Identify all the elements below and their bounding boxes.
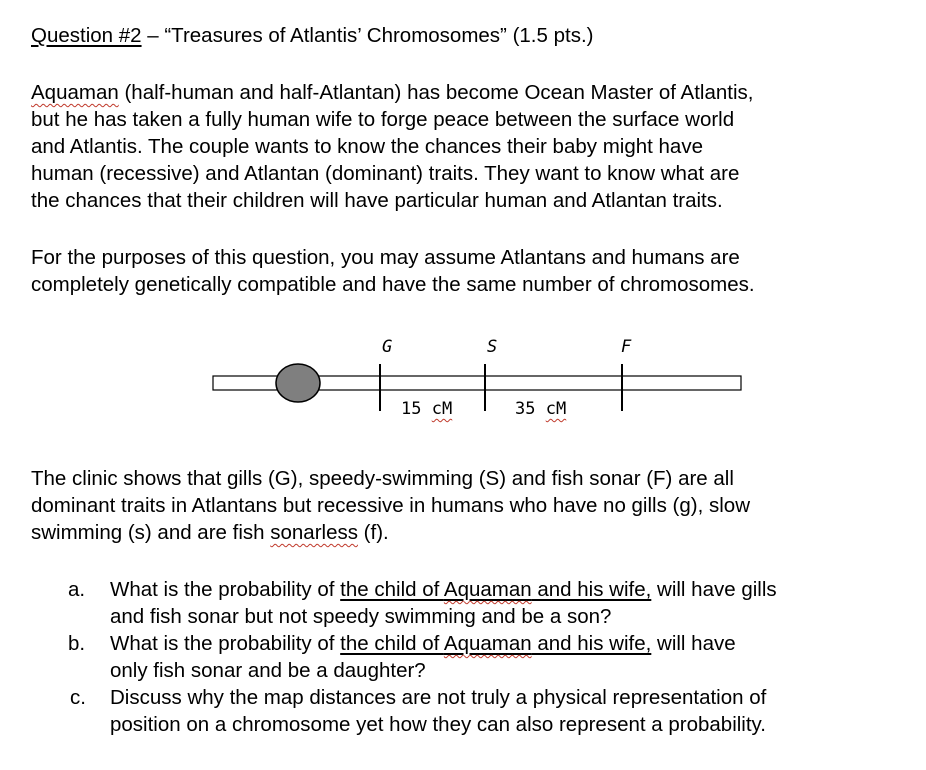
assumption-line-1: For the purposes of this question, you may assume Atlantans and humans are [31,246,740,269]
question-b-marker: b. [68,632,86,655]
gene-label-s: S [487,337,498,357]
clinic-line-3 [31,519,389,546]
clinic-line-3-after: (f). [357,521,389,544]
intro-line-2: but he has taken a fully human wife to forge peace between the surface world [31,108,735,131]
distance-sf-unit: cM [545,399,567,419]
question-b-line-1 [110,630,736,657]
spellcheck-word-sonarless: sonarless [270,521,358,544]
spellcheck-word-aquaman: Aquaman [31,81,119,104]
question-a-spellcheck-aquaman: Aquaman [443,578,532,601]
intro-line-4: human (recessive) and Atlantan (dominant) traits. They want to know what are [31,162,740,185]
question-b-text-after: will have [651,632,736,655]
centromere [276,364,320,402]
assumption-line-2: completely genetically compatible and have the same number of chromosomes. [31,273,755,296]
question-c-line-2: position on a chromosome yet how they can also represent a probability. [110,713,766,736]
question-a-underlined-b: and his wife, [531,578,652,601]
question-a-text-before: What is the probability of [110,578,341,601]
question-c-marker: c. [70,686,86,709]
question-a-underlined [340,578,651,601]
question-b-underlined-b: and his wife, [531,632,652,655]
question-b-line-2: only fish sonar and be a daughter? [110,659,426,682]
question-b-spellcheck-aquaman: Aquaman [443,632,532,655]
chromosome-map [0,330,926,440]
distance-gs-unit: cM [431,399,453,419]
question-a-line-2: and fish sonar but not speedy swimming and be a son? [110,605,612,628]
gene-label-f: F [621,337,632,357]
question-b-text-before: What is the probability of [110,632,341,655]
clinic-line-2: dominant traits in Atlantans but recessive in humans who have no gills (g), slow [31,494,751,517]
question-title [31,22,593,49]
intro-line-5: the chances that their children will have particular human and Atlantan traits. [31,189,723,212]
question-b-underlined-a: the child of [340,632,444,655]
gene-label-g: G [382,337,393,357]
question-number: Question #2 [31,24,142,47]
distance-gs-value: 15 [401,399,422,419]
question-title-text: – “Treasures of Atlantis’ Chromosomes” (1.5 pts.) [141,24,594,47]
clinic-line-3-before: swimming (s) and are fish [31,521,271,544]
distance-label-sf [515,399,566,419]
question-b-underlined [340,632,651,655]
distance-sf-value: 35 [515,399,536,419]
distance-label-gs [401,399,452,419]
question-c-line-1: Discuss why the map distances are not truly a physical representation of [110,686,767,709]
question-a-underlined-a: the child of [340,578,444,601]
intro-line-1 [31,79,753,106]
question-a-marker: a. [68,578,86,601]
clinic-line-1: The clinic shows that gills (G), speedy-swimming (S) and fish sonar (F) are all [31,467,734,490]
question-a-line-1 [110,576,777,603]
intro-line-3: and Atlantis. The couple wants to know the chances their baby might have [31,135,703,158]
question-a-text-after: will have gills [651,578,777,601]
intro-line-1-text: (half-human and half-Atlantan) has become Ocean Master of Atlantis, [118,81,754,104]
